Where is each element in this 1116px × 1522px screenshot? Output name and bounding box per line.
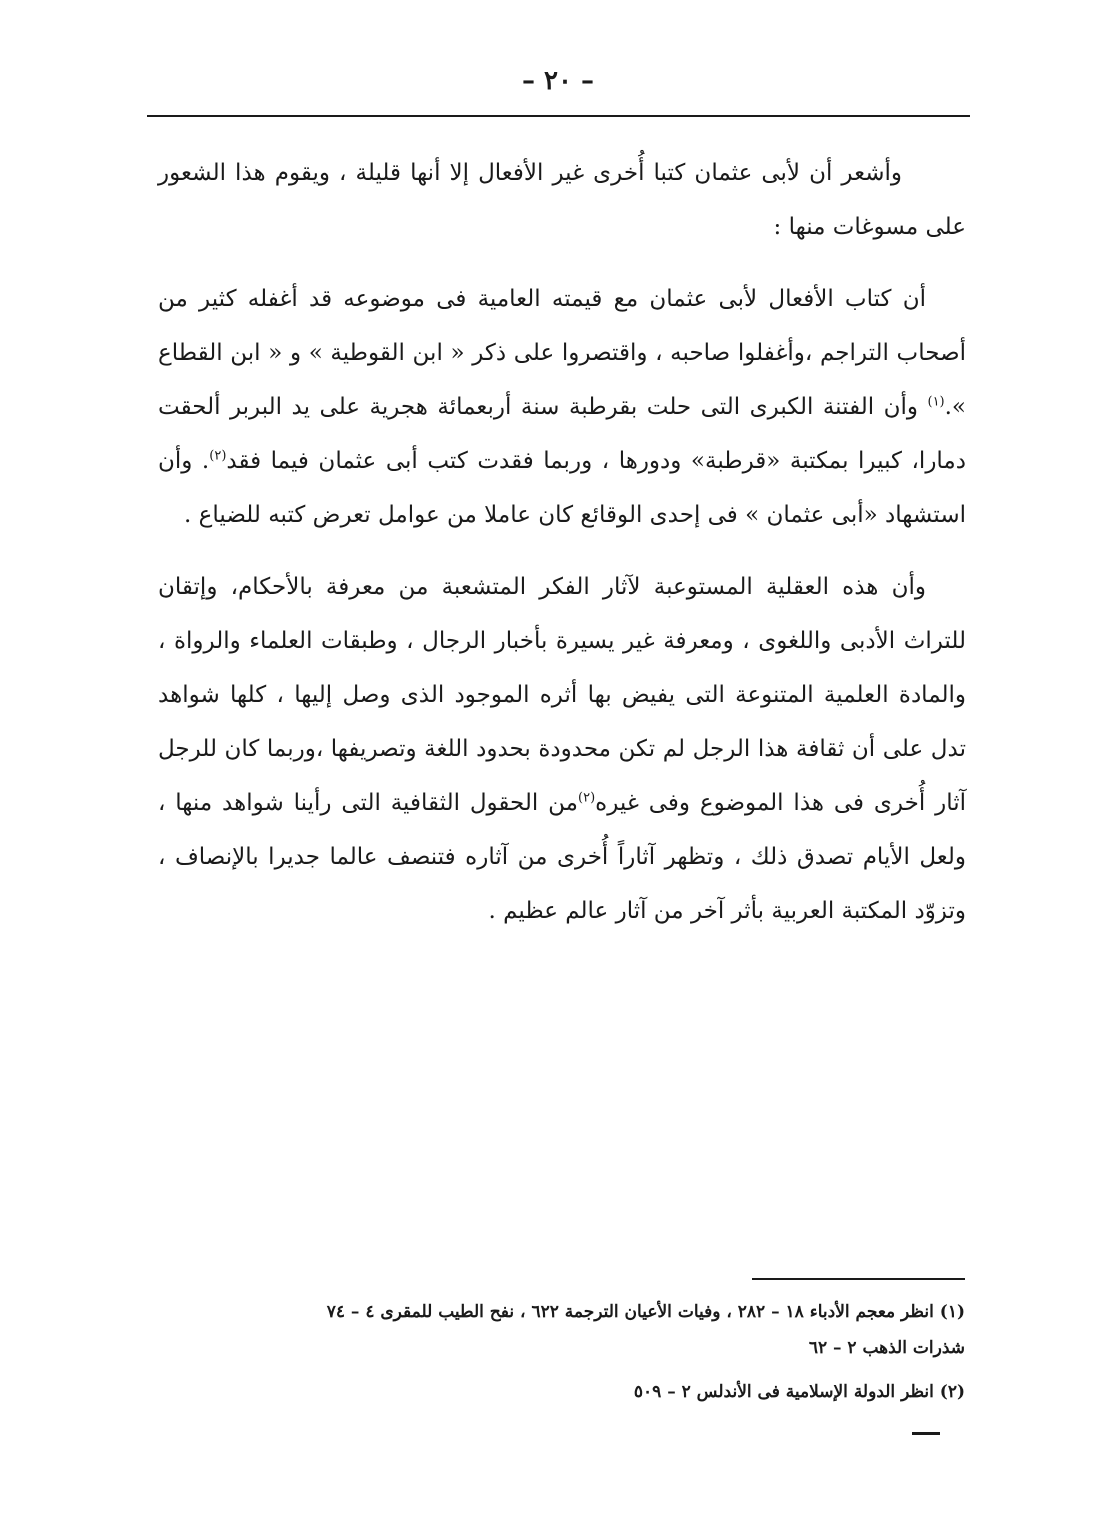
paragraph-reasons-text-1: أن كتاب الأفعال لأبى عثمان مع قيمته العامية فى موضوعه قد أغفله كثير من أصحاب التراجم ،وأغفلوا صاحبه ، واقتصروا على ذكر « ابن القوطية » و « ابن القطاع ».: [158, 286, 967, 420]
footnote-mark-1: (١): [927, 394, 945, 410]
footnotes: [170, 1292, 965, 1412]
footnote-1: (١) انظر معجم الأدباء ١٨ – ٢٨٢ ، وفيات الأعيان الترجمة ٦٢٢ ، نفح الطيب للمقرى ٤ – ٧٤: [326, 1302, 965, 1322]
body-text: [158, 146, 966, 938]
corner-mark: [912, 1432, 940, 1435]
footnote-2: (٢) انظر الدولة الإسلامية فى الأندلس ٢ – ٥٠٩: [633, 1382, 965, 1402]
header-rule: [147, 115, 970, 117]
page-number: – ٢٠ –: [521, 66, 595, 96]
paragraph-reasons-text-2: وأن الفتنة الكبرى التى حلت بقرطبة سنة أربعمائة هجرية على يد البربر ألحقت دمارا، كبيرا بمكتبة «قرطبة» ودورها ، وربما فقدت كتب أبى عثمان فيما فقد: [158, 394, 966, 474]
paragraph-reasons-text-3: . وأن استشهاد «أبى عثمان » فى إحدى الوقائع كان عاملا من عوامل تعرض كتبه للضياع .: [158, 448, 966, 528]
paragraph-intro-text: وأشعر أن لأبى عثمان كتبا أُخرى غير الأفعال إلا أنها قليلة ، ويقوم هذا الشعور على مسوغات منها :: [158, 160, 966, 240]
paragraph-conclusion-text-1: وأن هذه العقلية المستوعبة لآثار الفكر المتشعبة من معرفة بالأحكام، وإتقان للتراث الأدبى واللغوى ، ومعرفة غير يسيرة بأخبار الرجال ، وطبقات العلماء والرواة ، والمادة العلمية المتنوعة التى يفيض بها أثره الموجود الذى وصل إليها ، كلها شواهد تدل على أن ثقافة هذا الرجل لم تكن محدودة بحدود اللغة وتصريفها ،وربما كان للرجل آثار أُخرى فى هذا الموضوع وفى غيره: [158, 574, 966, 816]
paragraph-intro: [158, 146, 966, 254]
paragraph-conclusion-text-2: من الحقول الثقافية التى رأينا شواهد منها ، ولعل الأيام تصدق ذلك ، وتظهر آثاراً أُخرى من آثاره فتنصف عالما جديرا بالإنصاف ، وتزوّد المكتبة العربية بأثر آخر من آثار عالم عظيم .: [158, 790, 966, 924]
paragraph-reasons: [158, 272, 966, 542]
footnote-mark-2: (٢): [209, 448, 227, 464]
paragraph-conclusion: [158, 560, 966, 938]
footnote-1-continuation: شذرات الذهب ٢ – ٦٢: [808, 1338, 965, 1358]
footnote-mark-3: (٢): [578, 790, 596, 806]
footnote-rule: [752, 1278, 965, 1280]
